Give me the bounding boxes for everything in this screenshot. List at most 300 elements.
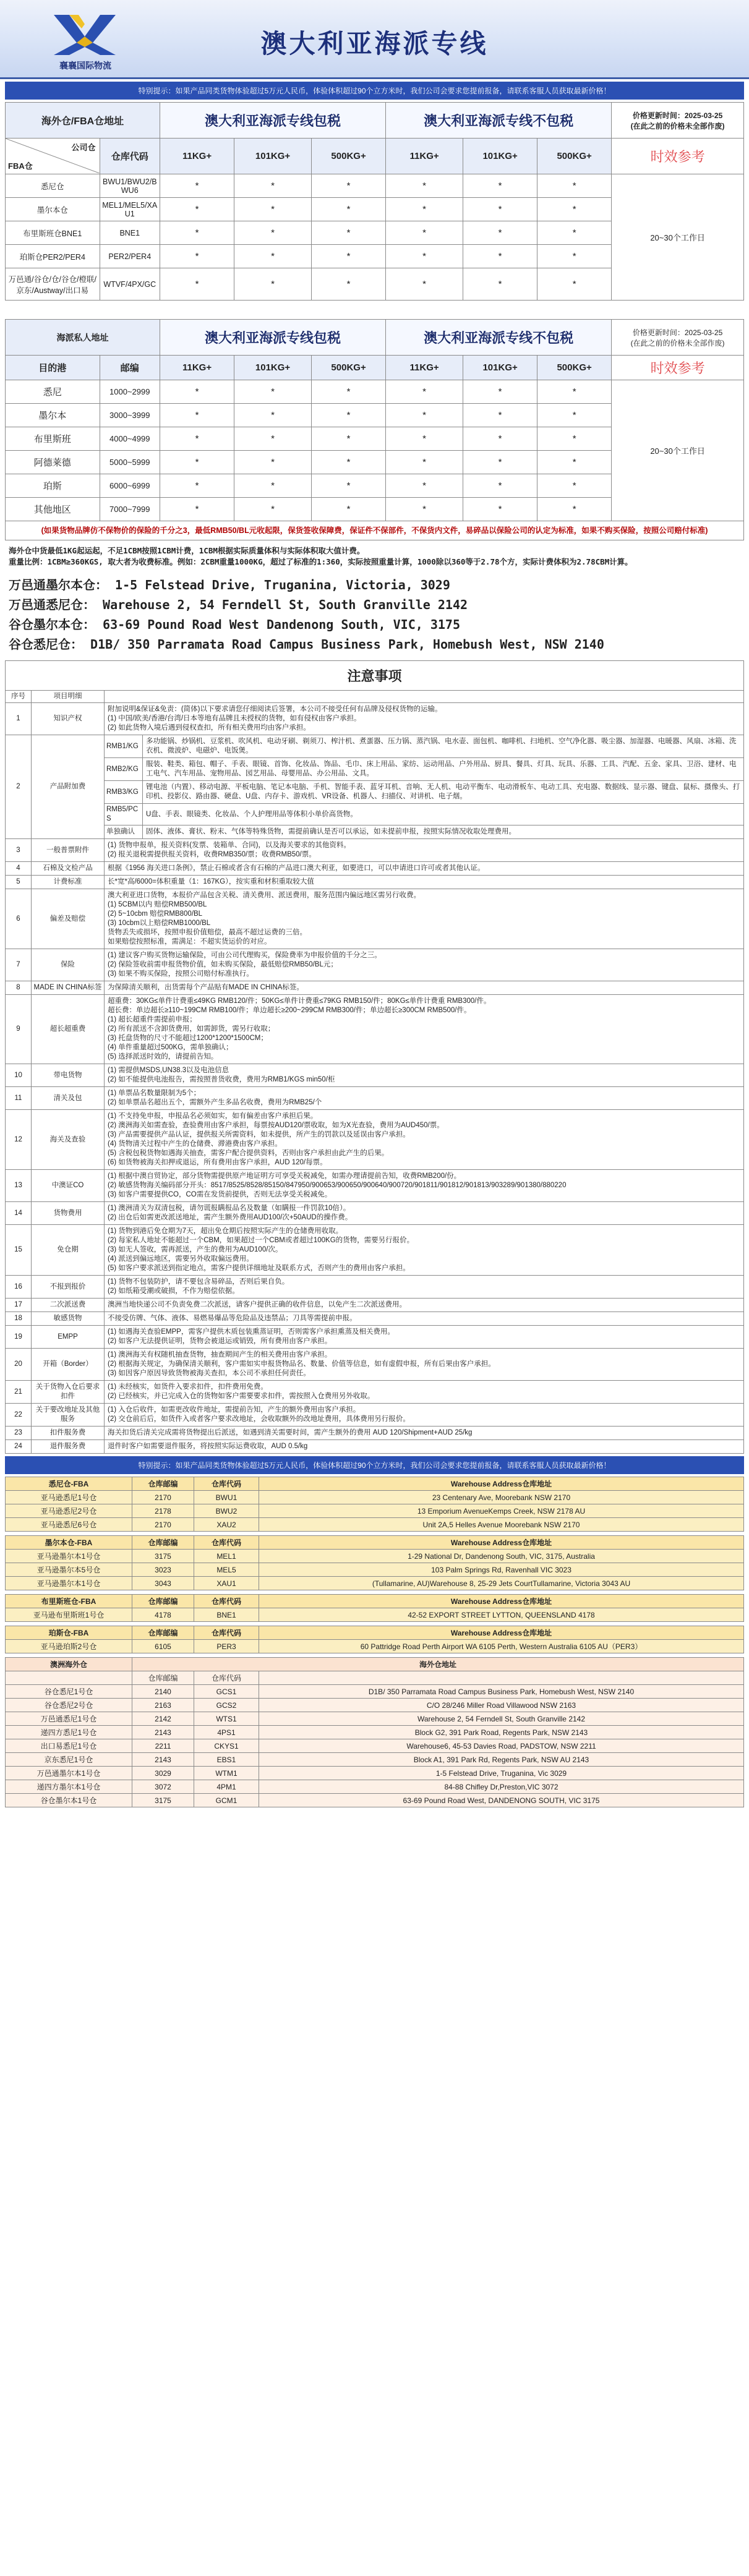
warehouse-name: 亚马逊悉尼1号仓 xyxy=(6,1491,132,1504)
notes-row xyxy=(6,1276,744,1299)
overseas-post: 3029 xyxy=(132,1767,194,1780)
warehouse-addr-header: Warehouse Address仓库地址 xyxy=(259,1626,744,1640)
notes-item: 产品附加费 xyxy=(32,735,105,839)
warehouse-post: 2170 xyxy=(132,1518,194,1532)
notes-item: 带电货物 xyxy=(32,1064,105,1087)
fba-nopkg-header: 澳大利亚海派专线不包税 xyxy=(386,103,612,139)
notes-content: 为保障清关顺利，出货需每个产品贴有MADE IN CHINA标签。 xyxy=(105,981,744,995)
warehouse-code-header: 仓库代码 xyxy=(194,1626,259,1640)
notes-num: 21 xyxy=(6,1381,32,1404)
fba-warehouse-code: WTVF/4PX/GC xyxy=(100,268,160,301)
warehouse-name: 亚马逊悉尼6号仓 xyxy=(6,1518,132,1532)
notes-row xyxy=(6,1299,744,1312)
warehouse-addr-header: Warehouse Address仓库地址 xyxy=(259,1595,744,1608)
overseas-code: GCM1 xyxy=(194,1794,259,1807)
warehouse-header-row xyxy=(6,1626,744,1640)
overseas-row xyxy=(6,1712,744,1726)
fba-diag-cell xyxy=(6,139,100,174)
warehouse-addr: 42-52 EXPORT STREET LYTTON, QUEENSLAND 4178 xyxy=(259,1608,744,1622)
notes-content: 不接受仿牌、气体、液体、易燃易爆品等危险品及违禁品；刀具等需提前申报。 xyxy=(105,1312,744,1326)
price-cell: * xyxy=(234,451,312,474)
notes-item: 清关及包 xyxy=(32,1087,105,1110)
fba-warehouse-code: PER2/PER4 xyxy=(100,245,160,268)
dest-postcode: 3000~3999 xyxy=(100,404,160,427)
overseas-row xyxy=(6,1726,744,1739)
price-cell: * xyxy=(463,474,537,498)
price-cell: * xyxy=(386,380,463,404)
notes-row xyxy=(6,1326,744,1349)
price-cell: * xyxy=(537,174,612,198)
price-cell: * xyxy=(160,268,234,301)
overseas-name: 谷仓悉尼1号仓 xyxy=(6,1685,132,1699)
price-cell: * xyxy=(463,404,537,427)
dest-name: 珀斯 xyxy=(6,474,100,498)
notes-num: 2 xyxy=(6,735,32,839)
price-cell: * xyxy=(234,174,312,198)
notes-content: (1) 货物到港后免仓期为7天，超出免仓期后按照实际产生的仓储费用收取。 (2) 每家私人地址不能超过一个CBM，如果超过一个CBM或者超过100KG的货物，需要另行报价。 (3) 如无人签收，需再派送，产生的费用为AUD100/次。 (4) 派送到偏远地区，需要另外收取偏远费用。 (5) 如客户要求派送到指定地点，需客户提供详细地址及联系方式，否则产生的费用由客户承担。 xyxy=(105,1225,744,1276)
overseas-post: 2143 xyxy=(132,1726,194,1739)
notes-item: MADE IN CHINA标签 xyxy=(32,981,105,995)
notes-num: 18 xyxy=(6,1312,32,1326)
warehouse-row xyxy=(6,1608,744,1622)
notes-row xyxy=(6,995,744,1064)
fba-date-line2: (在此之前的价格未全部作废) xyxy=(630,121,725,130)
notes-sub-content: U盘、手表、眼镜类、化妆品、个人护理用品等体积小单价高货物。 xyxy=(143,804,744,825)
fba-update-date xyxy=(612,103,744,139)
warehouse-post: 3175 xyxy=(132,1550,194,1563)
notes-num: 6 xyxy=(6,889,32,949)
warehouse-code: MEL1 xyxy=(194,1550,259,1563)
price-cell: * xyxy=(537,245,612,268)
warehouse-code: BWU1 xyxy=(194,1491,259,1504)
warehouse-row xyxy=(6,1491,744,1504)
warehouse-post: 4178 xyxy=(132,1608,194,1622)
notes-num: 12 xyxy=(6,1110,32,1170)
price-cell: * xyxy=(537,427,612,451)
fba-code-header: 仓库代码 xyxy=(100,139,160,174)
private-update-date xyxy=(612,320,744,356)
overseas-name: 京东悉尼1号仓 xyxy=(6,1753,132,1767)
notes-row xyxy=(6,781,744,804)
notes-row xyxy=(6,839,744,862)
notes-item: 一般普票附件 xyxy=(32,839,105,862)
fba-warehouse-name: 布里斯班仓BNE1 xyxy=(6,221,100,245)
overseas-post: 2143 xyxy=(132,1753,194,1767)
notes-num: 13 xyxy=(6,1170,32,1202)
notes-sub-name: RMB2/KG xyxy=(105,758,143,781)
overseas-code: GCS1 xyxy=(194,1685,259,1699)
notes-content: 超重费：30KG≤单件计费重≤49KG RMB120/件；50KG≤单件计费重≤79KG RMB150/件；80KG≤单件计费重 RMB300/件。 超长费：单边超长≥110~199CM RMB100/件；单边超长≥200~299CM RMB300/件；单边超长≥300CM RMB500/件。 (1) 超长超重件需提前申报； (2) 所有派送不含卸货费用，如需卸货，需另行收取； (3) 托盘货物的尺寸不能超过1200*1200*1500CM； (4) 单件重量超过500KG，需单独确认； (5) 选择派送时效的，请提前告知。 xyxy=(105,995,744,1064)
overseas-code: 4PM1 xyxy=(194,1780,259,1794)
warehouse-code: XAU2 xyxy=(194,1518,259,1532)
warehouse-name: 亚马逊墨尔本5号仓 xyxy=(6,1563,132,1577)
price-cell: * xyxy=(160,498,234,521)
notes-item: 偏差及赔偿 xyxy=(32,889,105,949)
overseas-name-header xyxy=(6,1671,132,1685)
warehouse-address-line: 万邑通墨尔本仓： 1-5 Felstead Drive, Truganina, Victoria, 3029 xyxy=(9,578,450,592)
notes-content: (1) 未经核实，如货件入要求扣件，扣件费用免费。 (2) 已经核实，并已完成入仓的货物如客户需要要求扣件，需按照入仓费用另外收取。 xyxy=(105,1381,744,1404)
notes-sub-content: 多功能锅、炒锅机、豆浆机、吹风机、电动牙刷、剃须刀、榨汁机、煮蛋器、压力锅、蒸汽锅、电水壶、面包机、咖啡机、扫地机、空气净化器、吸尘器、加湿器、电暖器、风扇、冰箱、洗衣机、微波炉、电磁炉、电饭煲。 xyxy=(143,735,744,758)
overseas-post: 2140 xyxy=(132,1685,194,1699)
private-date-line2: (在此之前的价格未全部作废) xyxy=(630,338,725,348)
warehouse-row xyxy=(6,1563,744,1577)
overseas-post: 3175 xyxy=(132,1794,194,1807)
warehouse-row xyxy=(6,1577,744,1590)
notes-num: 23 xyxy=(6,1427,32,1440)
notes-content: (1) 澳洲清关为双清包税，请勿谎报瞒报品名及数量（如瞒报一件罚款10倍）。 (2) 出仓后如需更改派送地址，需产生额外费用AUD100/次+50AUD的操作费。 xyxy=(105,1202,744,1225)
notes-row xyxy=(6,1064,744,1087)
notes-content: (1) 澳洲海关有权随机抽查货物，抽查期间产生的相关费用由客户承担。 (2) 根据海关规定，为确保清关顺利，客户需如实申报货物品名、数量、价值等信息，如有虚假申报，所有后果由客户承担。 (3) 如因客户原因导致货物被海关查扣，本公司不承担任何责任。 xyxy=(105,1349,744,1381)
notes-item: 石棉及文检产品 xyxy=(32,862,105,876)
overseas-addr: C/O 28/246 Miller Road Villawood NSW 2163 xyxy=(259,1699,744,1712)
price-cell: * xyxy=(386,404,463,427)
price-cell: * xyxy=(463,174,537,198)
notes-num: 4 xyxy=(6,862,32,876)
notes-content: (1) 货物申报单，报关资料(发票、装箱单、合同)，以及海关要求的其他资料。 (2) 报关退税需提供报关资料，收费RMB350/票；收费RMB50/票。 xyxy=(105,839,744,862)
insurance-note: (如果货物品牌仿不保物价的保险的千分之3，最低RMB50/BL元收起限，保货签收保障费，保证件不保部件，不保货内文件，易碎品以保险公司的认定为标准，如果不购买保险，按照公司赔付标准) xyxy=(5,521,744,540)
overseas-post: 2142 xyxy=(132,1712,194,1726)
price-cell: * xyxy=(234,268,312,301)
price-cell: * xyxy=(537,268,612,301)
diag-top-label: 公司仓 xyxy=(71,143,96,152)
notes-sub-name: RMB1/KG xyxy=(105,735,143,758)
warehouse-name: 亚马逊墨尔本1号仓 xyxy=(6,1550,132,1563)
overseas-addr-subheader xyxy=(259,1671,744,1685)
warehouse-notice-bar: 特别提示：如果产品同类货物体验超过5万元人民币，体验体积超过90个立方米时，我们公司会要求您提前报备，请联系客服人员获取最新价格！ xyxy=(5,1456,744,1474)
notes-row xyxy=(6,825,744,839)
private-nopkg-header: 澳大利亚海派专线不包税 xyxy=(386,320,612,356)
price-cell: * xyxy=(312,198,386,221)
overseas-code: EBS1 xyxy=(194,1753,259,1767)
overseas-row xyxy=(6,1794,744,1807)
dest-postcode: 1000~2999 xyxy=(100,380,160,404)
price-cell: * xyxy=(234,427,312,451)
overseas-addr: 84-88 Chifley Dr,Preston,VIC 3072 xyxy=(259,1780,744,1794)
price-cell: * xyxy=(160,174,234,198)
notes-row xyxy=(6,889,744,949)
overseas-addr: Block A1, 391 Park Rd, Regents Park, NSW AU 2143 xyxy=(259,1753,744,1767)
overseas-row xyxy=(6,1685,744,1699)
price-cell: * xyxy=(537,198,612,221)
notes-content: 澳洲当地快递公司不负责免费二次派送，请客户提供正确的收件信息，以免产生二次派送费用。 xyxy=(105,1299,744,1312)
dest-name: 布里斯班 xyxy=(6,427,100,451)
warehouse-address-line: 谷仓墨尔本仓： 63-69 Pound Road West Dandenong South, VIC, 3175 xyxy=(9,617,461,632)
brand-name: 襄襄国际物流 xyxy=(59,61,111,70)
fba-w1b: 11KG+ xyxy=(386,139,463,174)
overseas-addr: Warehouse6, 45-53 Davies Road, PADSTOW, NSW 2211 xyxy=(259,1739,744,1753)
dest-postcode: 6000~6999 xyxy=(100,474,160,498)
notes-row xyxy=(6,981,744,995)
overseas-addr: D1B/ 350 Parramata Road Campus Business Park, Homebush West, NSW 2140 xyxy=(259,1685,744,1699)
price-cell: * xyxy=(160,380,234,404)
warehouse-addr: 1-29 National Dr, Dandenong South, VIC, 3175, Australia xyxy=(259,1550,744,1563)
private-price-table xyxy=(5,319,744,521)
price-cell: * xyxy=(234,198,312,221)
price-cell: * xyxy=(160,245,234,268)
warehouse-code-header: 仓库代码 xyxy=(194,1536,259,1550)
overseas-code-header: 仓库代码 xyxy=(194,1671,259,1685)
private-w1: 11KG+ xyxy=(160,356,234,380)
price-cell: * xyxy=(312,268,386,301)
price-cell: * xyxy=(537,380,612,404)
price-cell: * xyxy=(312,174,386,198)
fba-price-table xyxy=(5,102,744,301)
fba-warehouse-code: BNE1 xyxy=(100,221,160,245)
notes-num: 22 xyxy=(6,1404,32,1427)
price-cell: * xyxy=(386,498,463,521)
overseas-addr: Warehouse 2, 54 Ferndell St, South Granville 2142 xyxy=(259,1712,744,1726)
dest-name: 阿德莱德 xyxy=(6,451,100,474)
notes-row xyxy=(6,703,744,735)
price-cell: * xyxy=(234,474,312,498)
notes-num: 8 xyxy=(6,981,32,995)
notes-row xyxy=(6,862,744,876)
warehouse-code-header: 仓库代码 xyxy=(194,1477,259,1491)
notes-item: 货物费用 xyxy=(32,1202,105,1225)
warehouse-code: XAU1 xyxy=(194,1577,259,1590)
notes-item: 中澳证CO xyxy=(32,1170,105,1202)
warehouse-addr: 60 Pattridge Road Perth Airport WA 6105 Perth, Western Australia 6105 AU（PER3） xyxy=(259,1640,744,1653)
price-cell: * xyxy=(386,198,463,221)
warehouse-code: MEL5 xyxy=(194,1563,259,1577)
notes-table xyxy=(5,690,744,1454)
overseas-post: 3072 xyxy=(132,1780,194,1794)
price-cell: * xyxy=(463,221,537,245)
notes-row xyxy=(6,1225,744,1276)
fba-row xyxy=(6,174,744,198)
notes-content-header xyxy=(105,691,744,703)
warehouse-region-title: 墨尔本仓-FBA xyxy=(6,1536,132,1550)
overseas-subheader xyxy=(6,1671,744,1685)
notes-num: 20 xyxy=(6,1349,32,1381)
price-cell: * xyxy=(312,474,386,498)
warehouse-tables xyxy=(5,1477,744,1653)
price-cell: * xyxy=(537,498,612,521)
notes-row xyxy=(6,876,744,889)
warehouse-name: 亚马逊悉尼2号仓 xyxy=(6,1504,132,1518)
notes-num: 11 xyxy=(6,1087,32,1110)
price-cell: * xyxy=(386,245,463,268)
warehouse-row xyxy=(6,1504,744,1518)
overseas-code: 4PS1 xyxy=(194,1726,259,1739)
overseas-name: 出口易悉尼1号仓 xyxy=(6,1739,132,1753)
notes-row xyxy=(6,949,744,981)
warehouse-post: 6105 xyxy=(132,1640,194,1653)
overseas-row xyxy=(6,1739,744,1753)
page-title: 澳大利亚海派专线 xyxy=(260,29,489,58)
fba-time-ref: 时效参考 xyxy=(612,139,744,174)
fba-w2: 101KG+ xyxy=(234,139,312,174)
warehouse-region-title: 珀斯仓-FBA xyxy=(6,1626,132,1640)
warehouse-post: 3043 xyxy=(132,1577,194,1590)
price-cell: * xyxy=(312,498,386,521)
notes-num: 24 xyxy=(6,1440,32,1454)
notes-row xyxy=(6,1349,744,1381)
notes-row xyxy=(6,804,744,825)
notes-sub-content: 服装、鞋类、箱包、帽子、手表、眼镜、首饰、化妆品、饰品、毛巾、床上用品、家纺、运动用品、户外用品、厨具、餐具、灯具、玩具、乐器、工具、汽配、五金、家具、卫浴、建材、电工电气、汽车用品、宠物用品、园艺用品、母婴用品、办公用品、文具。 xyxy=(143,758,744,781)
overseas-post: 2211 xyxy=(132,1739,194,1753)
fba-w3b: 500KG+ xyxy=(537,139,612,174)
notes-row xyxy=(6,1170,744,1202)
notes-item: 扣件服务费 xyxy=(32,1427,105,1440)
notes-sub-content: 锂电池（内置）、移动电源、平板电脑、笔记本电脑、手机、智能手表、蓝牙耳机、音响、无人机、电动平衡车、电动滑板车、电动工具、充电器、数据线、显示器、键盘、鼠标、摄像头、打印机、投影仪、路由器、硬盘、U盘、内存卡、游戏机、VR设备、机器人、扫描仪、对讲机、电子烟。 xyxy=(143,781,744,804)
price-cell: * xyxy=(463,245,537,268)
overseas-row xyxy=(6,1767,744,1780)
notes-sub-name: RMB5/PCS xyxy=(105,804,143,825)
fba-warehouse-table xyxy=(5,1626,744,1653)
notes-num: 5 xyxy=(6,876,32,889)
warehouse-code: BWU2 xyxy=(194,1504,259,1518)
price-cell: * xyxy=(234,245,312,268)
billing-note: 海外仓中货最低1KG起运起，不足1CBM按照1CBM计费，1CBM根据实际质量体积与实际体积取大值计费。 重量比例：1CBM≥360KGS, 取大者为收费标准。例如：2CBM重量1000KG，超过了标准的1:360，实际按照重量计算，1000除以360等于2.78个方，实际计费体积为2.78CBM计算。 xyxy=(9,546,633,566)
notes-item: 超长超重费 xyxy=(32,995,105,1064)
overseas-name: 万邑通墨尔本1号仓 xyxy=(6,1767,132,1780)
overseas-name: 万邑通悉尼1号仓 xyxy=(6,1712,132,1726)
price-cell: * xyxy=(386,268,463,301)
notes-content: (1) 需提供MSDS,UN38.3以及电池信息 (2) 如不能提供电池报告，需按照普货收费，费用为RMB1/KGS min50/柜 xyxy=(105,1064,744,1087)
warehouse-post-header: 仓库邮编 xyxy=(132,1477,194,1491)
fba-warehouse-code: BWU1/BWU2/BWU6 xyxy=(100,174,160,198)
notes-item: 敏感货物 xyxy=(32,1312,105,1326)
notes-sub-name: 单独确认 xyxy=(105,825,143,839)
post-header: 邮编 xyxy=(100,356,160,380)
warehouse-address-line: 谷仓悉尼仓： D1B/ 350 Parramata Road Campus Business Park, Homebush West, NSW 2140 xyxy=(9,637,604,652)
warehouse-code: BNE1 xyxy=(194,1608,259,1622)
private-time-ref: 时效参考 xyxy=(612,356,744,380)
warehouse-name: 亚马逊布里斯班1号仓 xyxy=(6,1608,132,1622)
warehouse-code-header: 仓库代码 xyxy=(194,1595,259,1608)
price-cell: * xyxy=(160,451,234,474)
price-cell: * xyxy=(234,221,312,245)
fba-warehouse-name: 万邑通/谷仓/仓/谷仓/橙联/京东/Austway/出口易 xyxy=(6,268,100,301)
price-cell: * xyxy=(160,427,234,451)
price-cell: * xyxy=(463,427,537,451)
warehouse-post-header: 仓库邮编 xyxy=(132,1626,194,1640)
diag-bottom-label: FBA仓 xyxy=(8,161,33,171)
notes-row xyxy=(6,1087,744,1110)
overseas-row xyxy=(6,1699,744,1712)
notes-num: 1 xyxy=(6,703,32,735)
dest-postcode: 4000~4999 xyxy=(100,427,160,451)
price-cell: * xyxy=(463,451,537,474)
price-cell: * xyxy=(160,221,234,245)
warehouse-region-title: 布里斯班仓-FBA xyxy=(6,1595,132,1608)
price-cell: * xyxy=(312,404,386,427)
warehouse-row xyxy=(6,1640,744,1653)
notes-row xyxy=(6,1427,744,1440)
notes-content: (1) 货物不包装防护，请不要包含易碎品，否则后果自负。 (2) 如纸箱受潮或破损，不作为赔偿依据。 xyxy=(105,1276,744,1299)
price-cell: * xyxy=(537,474,612,498)
overseas-code: WTM1 xyxy=(194,1767,259,1780)
notes-sub-content: 固体、液体、膏状、粉末、气体等特殊货物，需提前确认是否可以承运，如未提前申报，按照实际情况收取处理费用。 xyxy=(143,825,744,839)
notes-content: (1) 单票品名数量限制为5个； (2) 如单票品名超出五个，需额外产生多品名收费，费用为RMB25/个 xyxy=(105,1087,744,1110)
notes-item: EMPP xyxy=(32,1326,105,1349)
notes-item: 开箱（Border） xyxy=(32,1349,105,1381)
fba-warehouse-name: 珀斯仓PER2/PER4 xyxy=(6,245,100,268)
price-cell: * xyxy=(463,380,537,404)
notes-content: (1) 不支持免申报，申报品名必须如实，如有偏差由客户承担后果。 (2) 澳洲海关如需查验，查验费用由客户承担，每票按AUD120/票收取，如为X光查验，费用为AUD450/票。 (3) 产品需要提供产品认证，提供报关所需资料，如未提供，所产生的罚款以及延误由客户承担。 (4) 货物清关过程中产生的仓储费、滞港费由客户承担。 (5) 含税包税货物如遇海关抽查，需客户配合提供资料，否则由客户承担由此产生的后果。 (6) 如货物被海关扣押或退运，所有费用由客户承担，AUD 120/每票。 xyxy=(105,1110,744,1170)
price-cell: * xyxy=(312,245,386,268)
notes-row xyxy=(6,1202,744,1225)
price-cell: * xyxy=(537,404,612,427)
notes-item: 计费标准 xyxy=(32,876,105,889)
overseas-post: 2163 xyxy=(132,1699,194,1712)
notes-sub-name: RMB3/KG xyxy=(105,781,143,804)
notes-item: 知识产权 xyxy=(32,703,105,735)
warehouse-row xyxy=(6,1518,744,1532)
price-cell: * xyxy=(160,404,234,427)
warehouse-code: PER3 xyxy=(194,1640,259,1653)
notes-num-header: 序号 xyxy=(6,691,32,703)
fba-w1: 11KG+ xyxy=(160,139,234,174)
notes-title: 注意事项 xyxy=(5,660,744,690)
warehouse-post: 2170 xyxy=(132,1491,194,1504)
private-w2b: 101KG+ xyxy=(463,356,537,380)
overseas-code: CKYS1 xyxy=(194,1739,259,1753)
price-cell: * xyxy=(234,404,312,427)
price-cell: * xyxy=(463,268,537,301)
price-cell: * xyxy=(463,198,537,221)
dest-postcode: 7000~7999 xyxy=(100,498,160,521)
fba-warehouse-code: MEL1/MEL5/XAU1 xyxy=(100,198,160,221)
fba-w2b: 101KG+ xyxy=(463,139,537,174)
warehouse-addr: 23 Centenary Ave, Moorebank NSW 2170 xyxy=(259,1491,744,1504)
notes-row xyxy=(6,1404,744,1427)
notes-num: 9 xyxy=(6,995,32,1064)
fba-w3: 500KG+ xyxy=(312,139,386,174)
fba-transit-time: 20~30个工作日 xyxy=(612,174,744,301)
fba-address-header: 海外仓/FBA仓地址 xyxy=(6,103,160,139)
warehouse-header-row xyxy=(6,1595,744,1608)
overseas-code: WTS1 xyxy=(194,1712,259,1726)
overseas-name: 谷仓墨尔本1号仓 xyxy=(6,1794,132,1807)
notes-content: 退件时客户如需要退件服务，将按照实际运费收取，AUD 0.5/kg xyxy=(105,1440,744,1454)
price-cell: * xyxy=(234,380,312,404)
price-cell: * xyxy=(312,221,386,245)
overseas-addr-header: 海外仓地址 xyxy=(132,1658,744,1671)
notes-content: (1) 如遇海关查验EMPP，需客户提供木质包装熏蒸证明，否则需客户承担熏蒸及相关费用。 (2) 如客户无法提供证明，货物会被退运或销毁，所有费用由客户承担。 xyxy=(105,1326,744,1349)
notes-item: 关于货物入仓后要求扣件 xyxy=(32,1381,105,1404)
price-cell: * xyxy=(386,221,463,245)
notes-item: 保险 xyxy=(32,949,105,981)
price-cell: * xyxy=(160,198,234,221)
notes-row xyxy=(6,1440,744,1454)
overseas-name: 递四方墨尔本1号仓 xyxy=(6,1780,132,1794)
dest-name: 其他地区 xyxy=(6,498,100,521)
private-w3b: 500KG+ xyxy=(537,356,612,380)
warehouse-header-row xyxy=(6,1536,744,1550)
page-header xyxy=(0,0,749,79)
notes-item: 二次派送费 xyxy=(32,1299,105,1312)
warehouse-addr: (Tullamarine, AU)Warehouse 8, 25-29 Jets CourtTullamarine, Victoria 3043 AU xyxy=(259,1577,744,1590)
warehouse-name: 亚马逊墨尔本1号仓 xyxy=(6,1577,132,1590)
private-address-header: 海派私人地址 xyxy=(6,320,160,356)
price-cell: * xyxy=(386,474,463,498)
private-transit-time: 20~30个工作日 xyxy=(612,380,744,521)
notes-item-header: 项目明细 xyxy=(32,691,105,703)
dest-name: 墨尔本 xyxy=(6,404,100,427)
notes-content: (1) 根据中澳自贸协定，部分货物需提供原产地证明方可享受关税减免，如需办理请提前告知，收费RMB200/份。 (2) 敏感货物海关编码部分开头：8517/8525/8528/85150/847950/900653/900650/900640/900720/901811/901812/901813/903289/901380/880220 (3) 如客户需要提供CO，CO需在发货前提供，否则无法享受关税减免。 xyxy=(105,1170,744,1202)
warehouse-addr-header: Warehouse Address仓库地址 xyxy=(259,1477,744,1491)
notes-num: 10 xyxy=(6,1064,32,1087)
overseas-title: 澳洲海外仓 xyxy=(6,1658,132,1671)
notes-num: 15 xyxy=(6,1225,32,1276)
fba-warehouse-table xyxy=(5,1477,744,1532)
warehouse-region-title: 悉尼仓-FBA xyxy=(6,1477,132,1491)
private-w3: 500KG+ xyxy=(312,356,386,380)
price-cell: * xyxy=(537,221,612,245)
notes-num: 16 xyxy=(6,1276,32,1299)
